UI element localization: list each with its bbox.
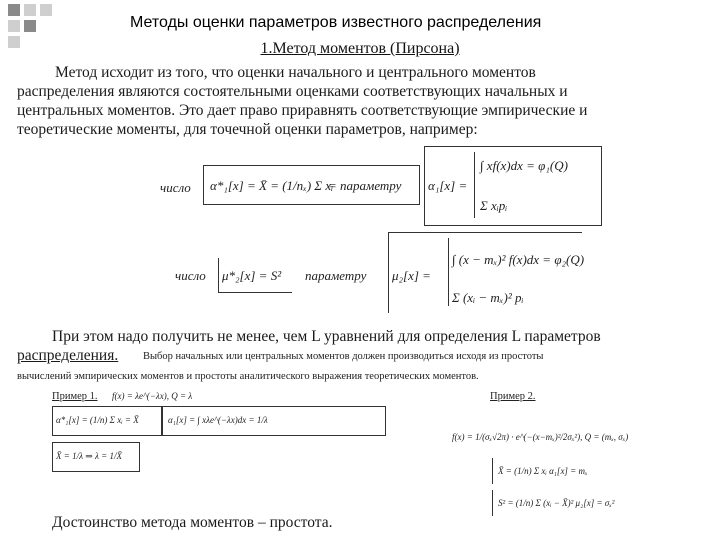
- formula1-label: число: [160, 180, 191, 195]
- formula1-lhs: α*₁[x] = X̄ = (1/nₓ) Σ xᵢ: [210, 178, 334, 193]
- formula2-eq-word: параметру: [305, 268, 367, 283]
- middle-line-3-small: вычислений эмпирических моментов и простоты аналитического выражения теоретических моментов.: [17, 371, 479, 382]
- formula2-brace: [448, 238, 449, 306]
- middle-line-2-big: распределения.: [17, 347, 119, 364]
- example2-density: f(x) = 1/(σₓ√2π) · e^(−(x−mₓ)²/2σₓ²), Q = (mₓ, σₓ): [452, 432, 629, 442]
- example2-eq-b: S² = (1/n) Σ (xᵢ − X̄)² μ₂[x] = σₓ²: [498, 498, 615, 508]
- formula1-eq-word: = параметру: [328, 178, 402, 193]
- intro-line-2: распределения являются состоятельными оценками соответствующих начальных и: [17, 83, 568, 100]
- formula2-lhs-bar: [218, 258, 219, 292]
- middle-line-1: При этом надо получить не менее, чем L уравнений для определения L параметров: [52, 328, 601, 345]
- deco-square-2: [24, 4, 36, 16]
- formula1-rhs-label: α₁[x] =: [428, 178, 468, 193]
- formula2-label: число: [175, 268, 206, 283]
- example2-eq-a: X̄ = (1/n) Σ xᵢ α₁[x] = mₓ: [498, 466, 588, 476]
- footer-text: Достоинство метода моментов – простота.: [52, 514, 333, 531]
- formula2-rhs-top: ∫ (x − mₓ)² f(x)dx = φ₂(Q): [452, 252, 585, 267]
- example2-label: Пример 2.: [490, 391, 536, 402]
- formula2-lhs: μ*₂[x] = S²: [222, 268, 282, 283]
- example1-density: f(x) = λe^(−λx), Q = λ: [112, 391, 193, 401]
- intro-line-1: Метод исходит из того, что оценки начального и центрального моментов: [55, 64, 536, 81]
- example1-eq-b: α₁[x] = ∫ xλe^(−λx)dx = 1/λ: [168, 415, 268, 425]
- intro-line-3: центральных моментов. Это дает право приравнять соответствующие эмпирические и: [17, 102, 588, 119]
- example1-eq-a: α*₁[x] = (1/n) Σ xᵢ = X̄: [56, 415, 139, 425]
- deco-square-1: [8, 4, 20, 16]
- example1-label: Пример 1.: [52, 391, 98, 402]
- formula2-rhs-bottom: Σ (xᵢ − mₓ)² pᵢ: [452, 290, 524, 305]
- formula2-rhs-label: μ₂[x] =: [392, 268, 431, 283]
- example2-brace-b: [492, 490, 493, 516]
- formula1-brace: [474, 152, 475, 218]
- middle-line-2-small: Выбор начальных или центральных моментов должен производиться исходя из простоты: [143, 351, 544, 362]
- slide-title: Методы оценки параметров известного распределения: [130, 14, 542, 31]
- deco-square-4: [8, 20, 20, 32]
- intro-line-4: теоретические моменты, для точечной оценки параметров, например:: [17, 121, 478, 138]
- section-title: 1.Метод моментов (Пирсона): [260, 40, 460, 57]
- deco-square-5: [24, 20, 36, 32]
- deco-square-3: [40, 4, 52, 16]
- formula1-rhs-top: ∫ xf(x)dx = φ₁(Q): [480, 158, 568, 173]
- formula2-lhs-underline: [218, 292, 292, 293]
- formula1-rhs-bottom: Σ xᵢpᵢ: [480, 198, 508, 213]
- example2-brace-a: [492, 458, 493, 484]
- example1-eq-c: X̄ = 1/λ ⇒ λ = 1/X̄: [56, 451, 122, 461]
